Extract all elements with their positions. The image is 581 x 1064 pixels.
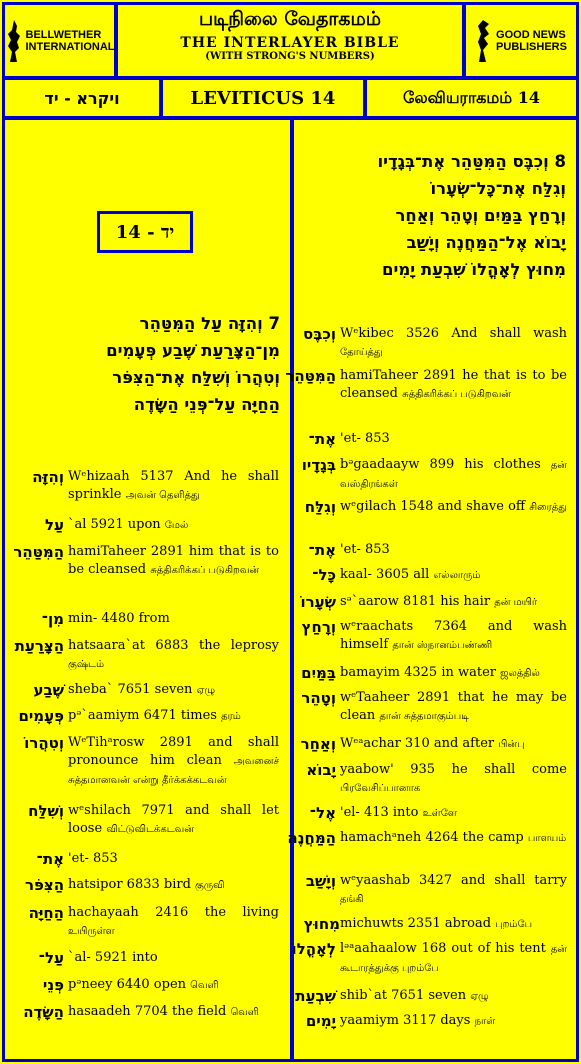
word-entry (285, 367, 567, 404)
gloss: `al- 5921 into (68, 950, 158, 965)
word-entry (300, 618, 567, 655)
title-tamil: படிநிலை வேதாகமம் (198, 8, 382, 30)
word-entry (300, 761, 567, 798)
hebrew-word: הַשָּׂדֶה (23, 1003, 64, 1021)
hebrew-word: לְאָהֳלוֹ (291, 940, 336, 958)
bellwether-logo (2, 2, 117, 79)
word-entry (14, 610, 279, 629)
hebrew-word: וְטִהֲרוֹ (24, 734, 64, 752)
gloss: hachayaah 2416 the living (68, 905, 279, 920)
word-entry (14, 1003, 279, 1022)
hebrew-word: וְכִבֶּס (303, 325, 336, 343)
hebrew-word: הַצִּפֹּר (25, 876, 64, 894)
gloss: 'el- 413 into (340, 805, 419, 820)
gloss: Wᵉkibec 3526 And shall wash (340, 326, 567, 341)
book-tamil-label: லேவியராகமம் 14 (402, 87, 540, 107)
hebrew-word: מִן־ (41, 610, 64, 628)
word-entry (300, 1012, 567, 1031)
word-entry (14, 976, 279, 995)
word-entry (300, 804, 567, 823)
word-entry (14, 904, 279, 941)
logo-line-1: GOOD NEWS (496, 28, 566, 41)
word-entry (14, 516, 279, 535)
gloss: sᵊ`aarow 8181 his hair (340, 594, 491, 609)
verse-line: מִן־הַצָּרַעַת שֶׁבַע פְּעָמִים (106, 341, 280, 360)
gloss: bᵊgaadaayw 899 his clothes (340, 457, 541, 472)
gloss: michuwts 2351 abroad (340, 916, 492, 931)
word-entry (14, 949, 279, 968)
hebrew-word: אֶת־ (308, 541, 336, 559)
gloss: shib`at 7651 seven (340, 988, 467, 1003)
hebrew-word: וְאַחַר (300, 735, 336, 753)
word-entry (14, 707, 279, 726)
chapter-badge (97, 211, 193, 253)
hebrew-word: הַמִּטַּהֵר (285, 367, 336, 385)
gloss: wᵉTaaheer 2891 that he may be clean (340, 690, 567, 723)
ram-logo-icon (5, 18, 23, 64)
tamil-gloss: பின்பு (498, 739, 525, 750)
verse-line: מִחוּץ לְאָהֳלוֹ שִׁבְעַת יָמִים (381, 260, 566, 279)
gloss: hatsipor 6833 bird (68, 877, 191, 892)
verse-line: הַחַיָּה עַל־פְּנֵי הַשָּׂדֶה (133, 395, 280, 414)
word-entry (14, 681, 279, 700)
hebrew-word: הַצָּרַעַת (14, 637, 64, 655)
tamil-gloss: விட்டுவிடக்கடவன் (106, 824, 194, 835)
gloss: wᵉgilach 1548 and shave off (340, 499, 526, 514)
title-english: THE INTERLAYER BIBLE (180, 35, 400, 51)
tamil-gloss: வெளி (230, 1007, 259, 1018)
book-english (160, 77, 366, 119)
gloss: kaal- 3605 all (340, 567, 430, 582)
good-news-logo (463, 2, 579, 79)
gloss: hasaadeh 7704 the field (68, 1004, 227, 1019)
hebrew-word: הַמִּטַּהֵר (13, 543, 64, 561)
hebrew-word: עַל־ (38, 949, 64, 967)
verse-line: 8 וְכִבֶּס הַמִּטַּהֵר אֶת־בְּגָדָיו (377, 152, 566, 171)
hebrew-word: יָבוֹא (306, 761, 336, 779)
title-block (115, 2, 465, 79)
gloss: wᵉraachats 7364 and wash himself (340, 619, 567, 652)
hebrew-word: אֶת־ (308, 430, 336, 448)
word-entry (295, 987, 567, 1006)
word-entry (300, 498, 567, 517)
tamil-gloss: எல்லாரும் (433, 570, 481, 581)
gloss: hamiTaheer 2891 him that is to be cleansed (68, 544, 279, 577)
tamil-gloss: ஏழு (196, 685, 216, 696)
hebrew-word: אֶת־ (36, 850, 64, 868)
tamil-gloss: தன் வஸ்திரங்கள் (340, 460, 567, 490)
hebrew-word: מִחוּץ (303, 915, 340, 933)
gloss: wᵉshilach 7971 and shall let loose (68, 803, 279, 836)
hebrew-word: וְהִזָּה (32, 468, 64, 486)
word-entry (14, 637, 279, 674)
gloss: min- 4480 from (68, 611, 170, 626)
word-entry (14, 468, 279, 505)
hebrew-word: אֶל־ (309, 804, 336, 822)
gloss: WᵉTihᵃrosw 2891 and shall pronounce him clean (68, 735, 279, 768)
book-tamil (364, 77, 579, 119)
tamil-gloss: சிரைத்து (529, 502, 567, 513)
hebrew-word: וְטָהֵר (301, 689, 336, 707)
hebrew-word: הַחַיָּה (28, 904, 64, 922)
tamil-gloss: தோய்த்து (340, 347, 383, 358)
verse-7-hebrew (12, 310, 280, 418)
word-entry (300, 735, 567, 754)
hebrew-word: וְשִׁלַּח (28, 802, 64, 820)
word-entry (300, 541, 567, 560)
hebrew-word: כָּל־ (312, 566, 336, 584)
gloss: pᵊneey 6440 open (68, 977, 187, 992)
tamil-gloss: தன் கூடாரத்துக்கு புறம்பே (340, 944, 567, 974)
hebrew-word: יָמִים (305, 1012, 336, 1030)
tamil-gloss: உயிருள்ள (68, 926, 115, 937)
hebrew-word: פְּנֵי (42, 976, 64, 994)
gloss: yaabow' 935 he shall come (340, 762, 567, 777)
gloss: 'et- 853 (340, 431, 390, 446)
verse-line: יָבוֹא אֶל־הַמַּחֲנֶה וְיָשַׁב (406, 233, 566, 252)
tamil-gloss: ஏழு (470, 991, 489, 1002)
word-entry (300, 689, 567, 726)
tamil-gloss: தரம் (221, 711, 241, 722)
word-entry (300, 456, 567, 494)
gloss: 'et- 853 (340, 542, 390, 557)
word-entry (291, 940, 567, 978)
gloss: 'et- 853 (68, 851, 118, 866)
tamil-gloss: பாளயம் (527, 833, 567, 844)
tamil-gloss: பிரவேசிப்பானாக (340, 783, 421, 794)
verse-line: וְגִלַּח אֶת־כָּל־שְׂעָרוֹ (430, 179, 566, 198)
word-entry (287, 829, 567, 848)
word-entry (14, 876, 279, 895)
gloss: pᵊ`aamiym 6471 times (68, 708, 217, 723)
tamil-gloss: உள்ளே (422, 808, 457, 819)
tamil-gloss: வெளி (190, 980, 219, 991)
gloss: sheba` 7651 seven (68, 682, 193, 697)
hebrew-word: פְּעָמִים (18, 707, 64, 725)
gloss: hatsaara`at 6883 the leprosy (68, 638, 279, 653)
hebrew-word: וְגִלַּח (304, 498, 336, 516)
tamil-gloss: சுத்திகரிக்கப் படுகிறவன் (402, 389, 511, 400)
tamil-gloss: சுத்திகரிக்கப் படுகிறவன் (150, 565, 260, 576)
tamil-gloss: தங்கி (340, 894, 364, 905)
tamil-gloss: தான் சுத்தமாகும்படி (379, 711, 470, 722)
verse-line: 7 וְהִזָּה עַל הַמִּטַּהֵר (139, 314, 280, 333)
logo-line-1: BELLWETHER (25, 28, 102, 41)
word-entry (300, 593, 567, 612)
gloss: wᵉyaashab 3427 and shall tarry (340, 873, 567, 888)
word-entry (300, 566, 567, 585)
gloss: lᵊᵃaahaalow 168 out of his tent (340, 941, 546, 956)
hebrew-word: שֶׁבַע (33, 681, 64, 699)
gloss: Wᵉᵃachar 310 and after (340, 736, 495, 751)
word-entry (14, 802, 279, 839)
hebrew-word: עַל (44, 516, 64, 534)
gloss: bamayim 4325 in water (340, 665, 496, 680)
hebrew-word: וְיָשַׁב (305, 872, 336, 890)
gloss: Wᵉhizaah 5137 And he shall sprinkle (68, 469, 279, 502)
flag-logo-icon (475, 18, 493, 64)
tamil-gloss: தன் மயிர் (494, 597, 538, 608)
hebrew-word: שְׂעָרוֹ (300, 593, 336, 611)
tamil-gloss: ஜலத்தில் (500, 668, 540, 679)
word-entry (300, 430, 567, 449)
word-entry (300, 325, 567, 362)
tamil-gloss: நாள் (474, 1016, 496, 1027)
tamil-gloss: குருவி (195, 880, 225, 891)
word-entry (14, 850, 279, 869)
gloss: hamachᵃneh 4264 the camp (340, 830, 524, 845)
word-entry (300, 664, 567, 683)
hebrew-word: וְרָחַץ (301, 618, 336, 636)
tamil-gloss: அவனைச் சுத்தமானவன் என்று தீர்க்கக்கடவன் (68, 756, 279, 786)
verse-8-hebrew (296, 148, 566, 283)
chapter-label: 14 - יד (115, 221, 175, 243)
hebrew-word: בַּמַּיִם (301, 664, 336, 682)
gloss: `al 5921 upon (68, 517, 161, 532)
word-entry (300, 872, 567, 909)
hebrew-word: שִׁבְעַת (295, 987, 336, 1005)
gloss: yaamiym 3117 days (340, 1013, 471, 1028)
tamil-gloss: அவன் தெளித்து (125, 490, 200, 501)
book-hebrew (2, 77, 162, 119)
title-subtitle: (WITH STRONG'S NUMBERS) (205, 51, 375, 62)
logo-line-2: INTERNATIONAL (25, 40, 115, 53)
tamil-gloss: மேல் (164, 520, 189, 531)
word-entry (14, 543, 279, 580)
logo-line-2: PUBLISHERS (496, 40, 567, 53)
book-english-label: LEVITICUS 14 (190, 87, 336, 109)
hebrew-word: הַמַּחֲנֶה (287, 829, 336, 847)
book-hebrew-label: ויקרא - יד (44, 88, 120, 108)
hebrew-word: בְּגָדָיו (301, 456, 336, 474)
word-entry (14, 734, 279, 790)
tamil-gloss: புறம்பே (495, 919, 533, 930)
gloss: hamiTaheer 2891 he that is to be cleansed (340, 368, 567, 401)
verse-line: וְרָחַץ בַּמַּיִם וְטָהֵר וְאַחַר (395, 206, 566, 225)
word-entry (300, 915, 567, 934)
tamil-gloss: தான் ஸ்நானம்பண்ணி (392, 640, 493, 651)
tamil-gloss: குஷ்டம் (68, 659, 105, 670)
verse-line: וְטִהֲרוֹ וְשִׁלַּח אֶת־הַצִּפֹּר (112, 368, 280, 387)
